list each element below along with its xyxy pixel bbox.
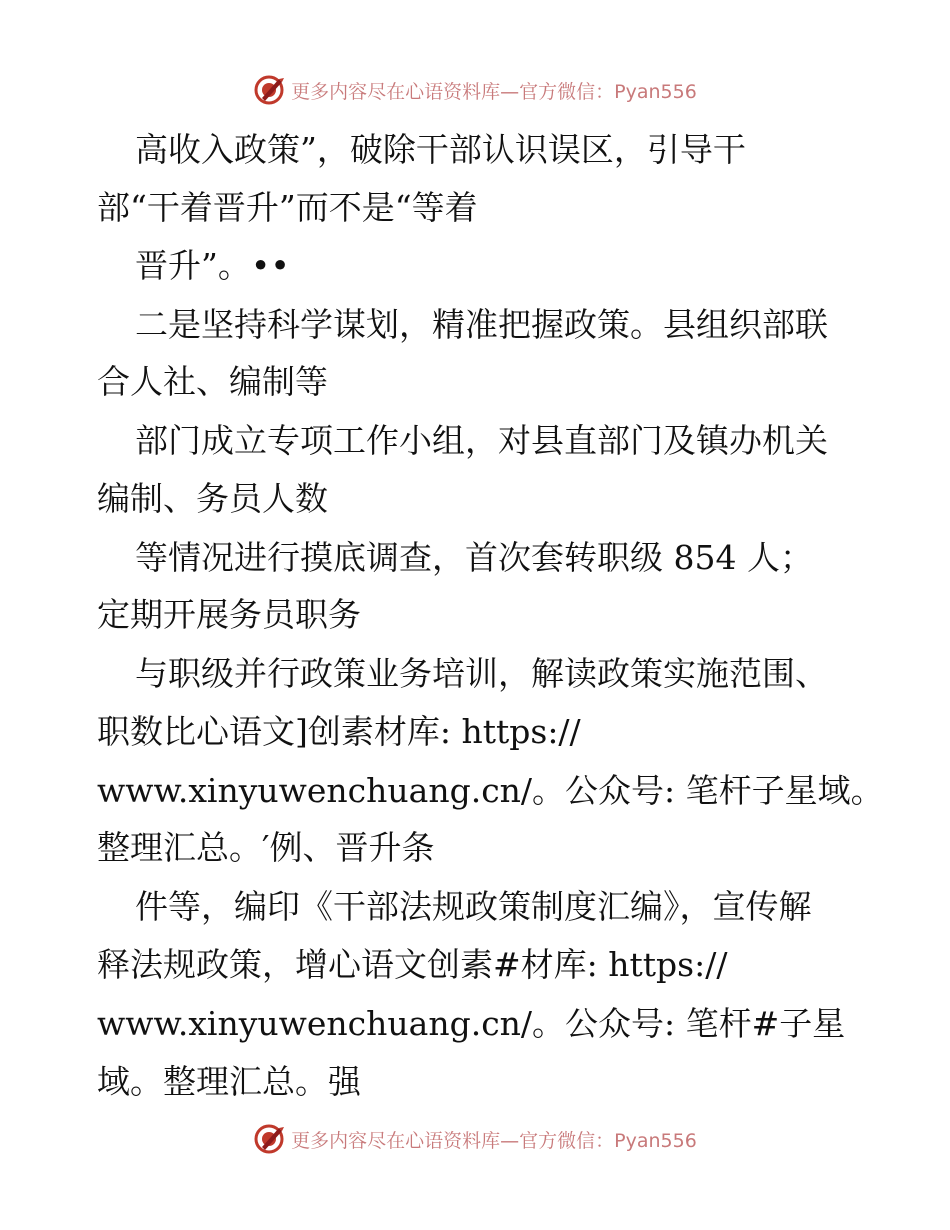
body-line: 与职级并行政策业务培训，解读政策实施范围、 (135, 654, 828, 693)
body-line: 高收入政策”，破除干部认识误区，引导干 (135, 130, 746, 169)
pen-seal-icon (253, 1123, 285, 1155)
body-line: 部“干着晋升”而不是“等着 (97, 188, 478, 227)
body-line: 定期开展务员职务 (97, 595, 361, 634)
body-line: 等情况进行摸底调查，首次套转职级 854 人； (135, 538, 813, 577)
body-line: 整理汇总。′例、晋升条 (97, 828, 435, 867)
body-line: 部门成立专项工作小组，对县直部门及镇办机关 (135, 421, 828, 460)
footer-banner (0, 1121, 950, 1157)
body-line: 编制、务员人数 (97, 479, 328, 518)
body-line: 合人社、编制等 (97, 362, 328, 401)
footer-banner-text: 更多内容尽在心语资料库—官方微信：Pyan556 (291, 1129, 697, 1152)
body-line: 职数比心语文]创素材库: https:// (97, 712, 581, 751)
pen-seal-icon (253, 74, 285, 106)
body-line: 域。整理汇总。强 (97, 1062, 361, 1101)
body-line: www.xinyuwenchuang.cn/。公众号: 笔杆子星域。 (97, 771, 884, 810)
header-banner-text: 更多内容尽在心语资料库—官方微信：Pyan556 (291, 80, 697, 103)
body-line: www.xinyuwenchuang.cn/。公众号: 笔杆#子星 (97, 1004, 846, 1043)
body-line: 释法规政策，增心语文创素#材库: https:// (97, 945, 728, 984)
body-line: 二是坚持科学谋划，精准把握政策。县组织部联 (135, 305, 828, 344)
header-banner (0, 72, 950, 108)
body-line: 件等，编印《干部法规政策制度汇编》，宣传解 (135, 887, 812, 926)
body-line: 晋升”。•• (135, 246, 290, 285)
